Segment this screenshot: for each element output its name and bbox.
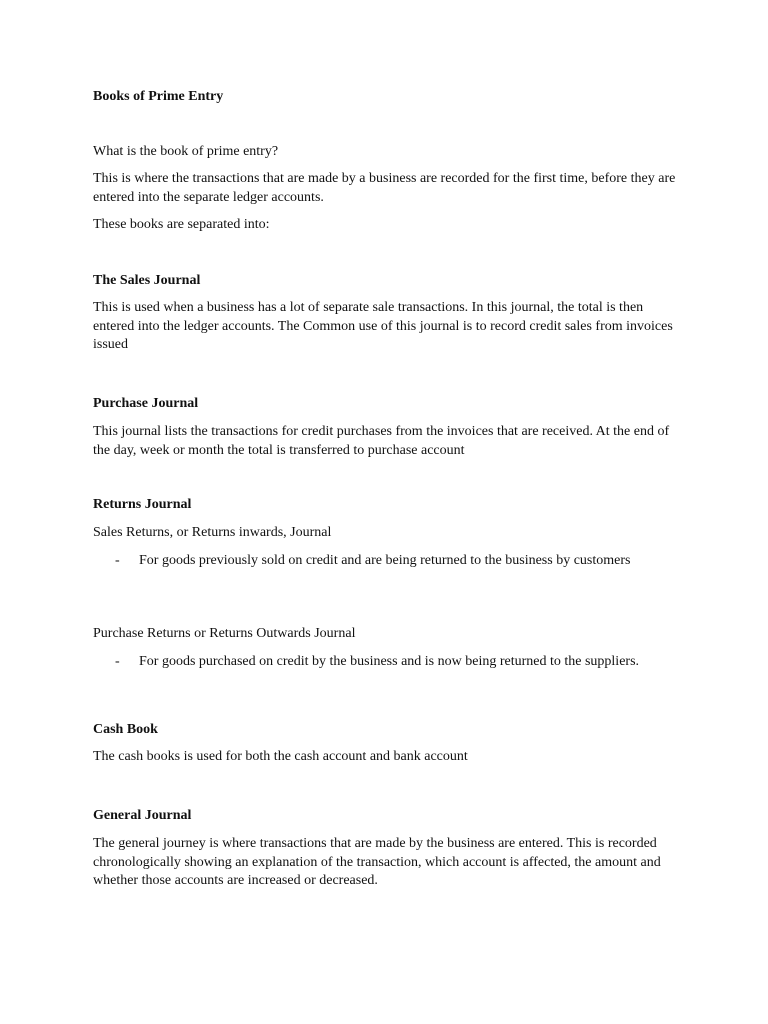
cash-book-heading: Cash Book	[93, 722, 158, 737]
general-journal-heading: General Journal	[93, 808, 192, 823]
sales-returns-label: Sales Returns, or Returns inwards, Journal	[93, 525, 332, 540]
purchase-journal-heading: Purchase Journal	[93, 396, 199, 411]
intro-question: What is the book of prime entry?	[93, 144, 279, 159]
bullet-dash: -	[115, 654, 120, 669]
general-journal-body: The general journey is where transactions that are made by the business are entered. This is recorded chronologically showing an explanation of the transaction, which account is affected, the amount and whether those accounts are increased or decreased.	[93, 836, 661, 888]
sales-returns-bullet-text: For goods previously sold on credit and are being returned to the business by customers	[139, 553, 631, 568]
intro-separated: These books are separated into:	[93, 217, 270, 232]
sales-journal-heading: The Sales Journal	[93, 273, 201, 288]
intro-definition: This is where the transactions that are made by a business are recorded for the first time, before they are entered into the separate ledger accounts.	[93, 171, 676, 205]
bullet-dash: -	[115, 553, 120, 568]
returns-journal-heading: Returns Journal	[93, 497, 192, 512]
purchase-journal-body: This journal lists the transactions for credit purchases from the invoices that are received. At the end of the day, week or month the total is transferred to purchase account	[93, 424, 670, 458]
sales-journal-body: This is used when a business has a lot of separate sale transactions. In this journal, the total is then entered into the ledger accounts. The Common use of this journal is to record credit sales from invoices issued	[93, 300, 673, 352]
purchase-returns-label: Purchase Returns or Returns Outwards Journal	[93, 626, 356, 641]
page-title: Books of Prime Entry	[93, 89, 224, 104]
purchase-returns-bullet-text: For goods purchased on credit by the business and is now being returned to the suppliers.	[139, 654, 640, 669]
cash-book-body: The cash books is used for both the cash account and bank account	[93, 749, 468, 764]
